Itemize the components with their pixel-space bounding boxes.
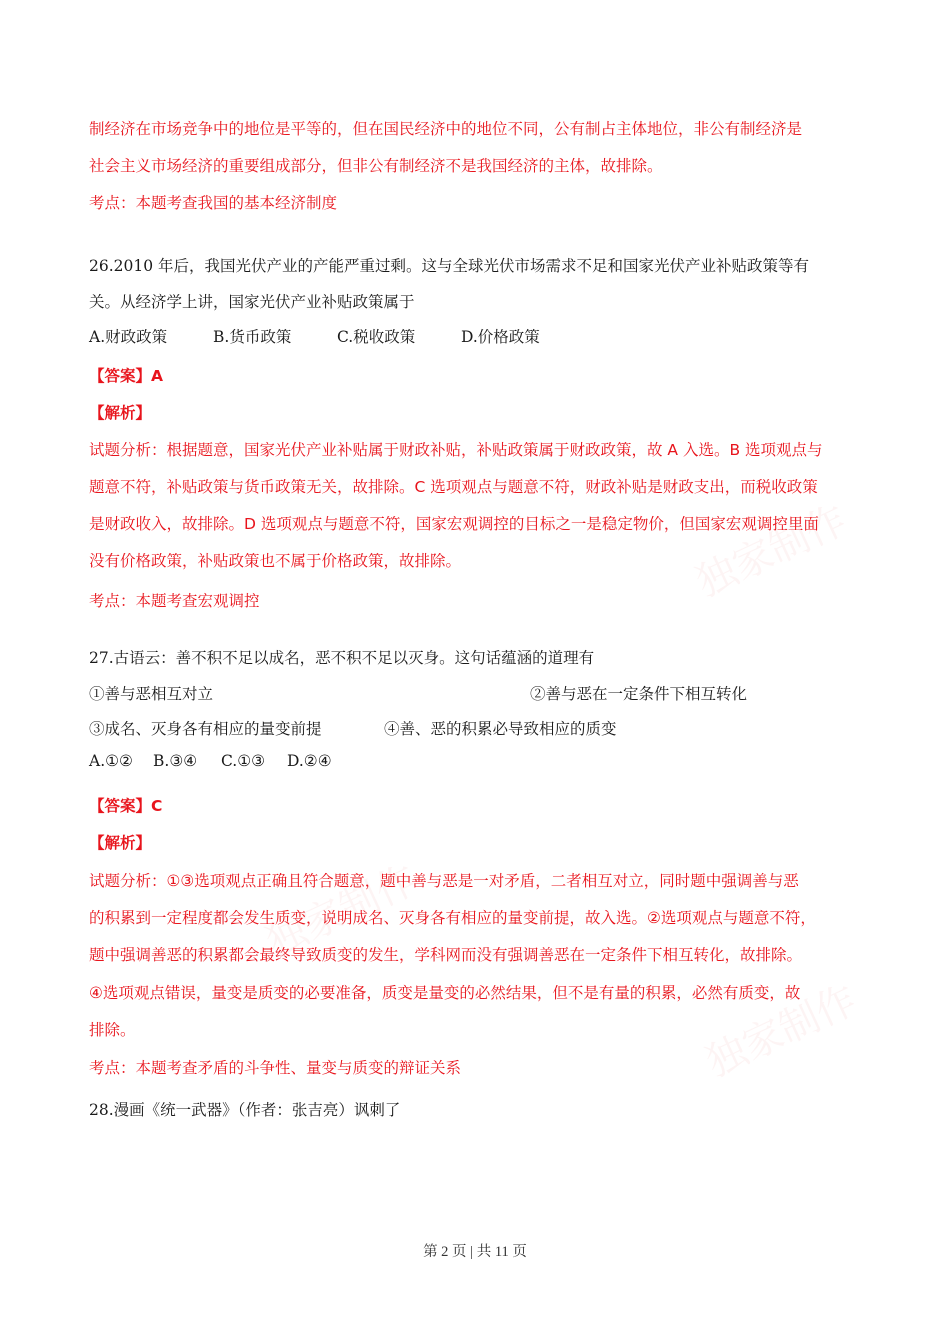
statement-4: ④善、恶的积累必导致相应的质变 — [384, 720, 617, 738]
statement-2: ②善与恶在一定条件下相互转化 — [530, 685, 748, 703]
statement-1: ①善与恶相互对立 — [89, 685, 214, 703]
analysis-line: 题意不符，补贴政策与货币政策无关，故排除。C 选项观点与题意不符，财政补贴是财政支出，而税收政策 — [89, 478, 818, 496]
watermark: 独家制作 — [259, 857, 424, 967]
option-b: B.货币政策 — [213, 328, 292, 346]
option-a: A.①② — [89, 752, 133, 770]
analysis-line: 试题分析：①③选项观点正确且符合题意，题中善与恶是一对矛盾，二者相互对立，同时题中强调善与恶 — [89, 872, 799, 890]
answer-value: A — [151, 367, 164, 385]
question-options — [89, 325, 540, 347]
kaodian-line: 考点：本题考查我国的基本经济制度 — [89, 194, 338, 212]
analysis-line: 排除。 — [89, 1021, 136, 1039]
option-c: C.①③ — [221, 752, 266, 770]
analysis-line: 社会主义市场经济的重要组成部分，但非公有制经济不是我国经济的主体，故排除。 — [89, 157, 663, 175]
watermark: 独家制作 — [699, 977, 864, 1087]
option-d: D.②④ — [287, 752, 332, 770]
option-b: B.③④ — [153, 752, 198, 770]
page-footer: 第 2 页 | 共 11 页 — [423, 1244, 527, 1260]
analysis-line: ④选项观点错误，量变是质变的必要准备，质变是量变的必然结果，但不是有量的积累，必然有质变，故 — [89, 984, 801, 1002]
answer-value: C — [151, 797, 163, 815]
analysis-line: 题中强调善恶的积累都会最终导致质变的发生，学科网而没有强调善恶在一定条件下相互转化，故排除。 — [89, 946, 803, 964]
kaodian-line: 考点：本题考查宏观调控 — [89, 592, 260, 610]
question-stem: 关。从经济学上讲，国家光伏产业补贴政策属于 — [89, 293, 415, 311]
statements-row — [89, 717, 617, 739]
watermark: 独家制作 — [689, 497, 854, 607]
analysis-line: 试题分析：根据题意，国家光伏产业补贴属于财政补贴，补贴政策属于财政政策，故 A 入选。B 选项观点与 — [89, 441, 823, 459]
option-c: C.税收政策 — [337, 328, 416, 346]
option-d: D.价格政策 — [461, 328, 540, 346]
question-stem: 26.2010 年后，我国光伏产业的产能严重过剩。这与全球光伏市场需求不足和国家光伏产业补贴政策等有 — [89, 257, 810, 275]
option-a: A.财政政策 — [89, 328, 168, 346]
analysis-line: 是财政收入，故排除。D 选项观点与题意不符，国家宏观调控的目标之一是稳定物价，但国家宏观调控里面 — [89, 515, 819, 533]
question-stem: 27.古语云：善不积不足以成名，恶不积不足以灭身。这句话蕴涵的道理有 — [89, 649, 595, 667]
analysis-line: 制经济在市场竞争中的地位是平等的，但在国民经济中的地位不同，公有制占主体地位，非公有制经济是 — [89, 120, 803, 138]
question-options — [89, 752, 332, 770]
question-stem: 28.漫画《统一武器》（作者：张吉亮）讽刺了 — [89, 1101, 401, 1119]
answer-line — [89, 794, 162, 816]
analysis-label: 【解析】 — [89, 404, 152, 422]
analysis-label: 【解析】 — [89, 834, 152, 852]
answer-label: 【答案】 — [89, 367, 152, 385]
statement-3: ③成名、灭身各有相应的量变前提 — [89, 720, 322, 738]
analysis-line: 的积累到一定程度都会发生质变，说明成名、灭身各有相应的量变前提，故入选。②选项观点与题意不符， — [89, 909, 816, 927]
kaodian-line: 考点：本题考查矛盾的斗争性、量变与质变的辩证关系 — [89, 1059, 462, 1077]
answer-line — [89, 364, 163, 386]
analysis-line: 没有价格政策，补贴政策也不属于价格政策，故排除。 — [89, 552, 462, 570]
answer-label: 【答案】 — [89, 797, 152, 815]
